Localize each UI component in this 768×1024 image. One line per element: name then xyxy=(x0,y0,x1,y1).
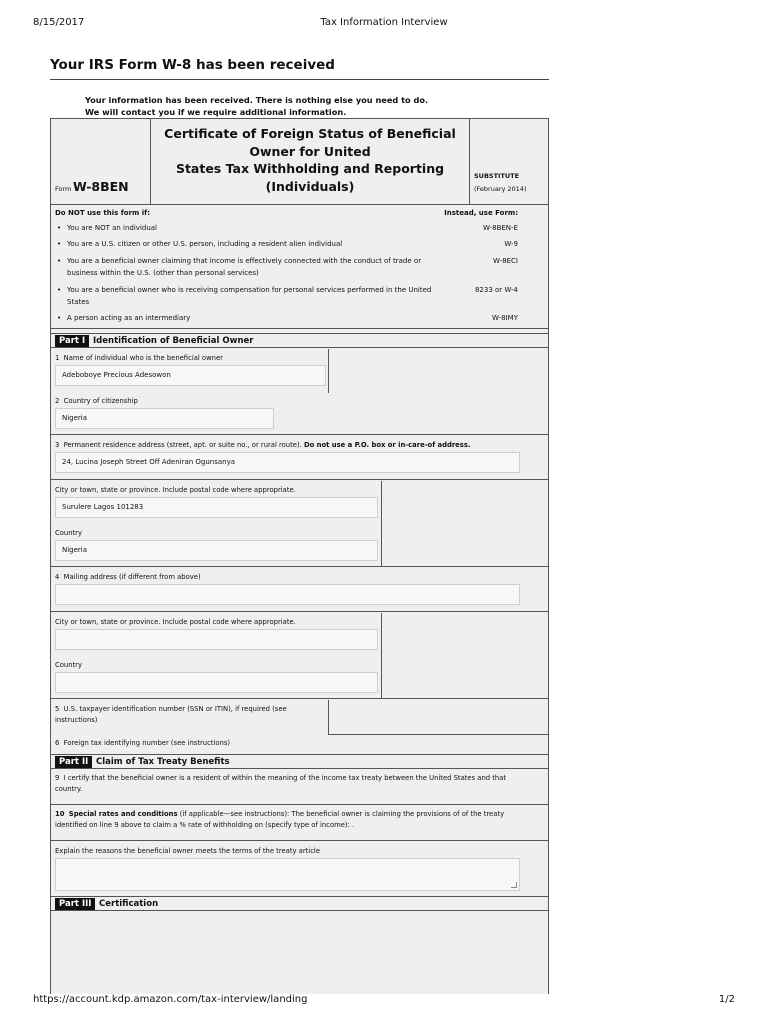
country-of-citizenship-field[interactable]: Nigeria xyxy=(55,408,274,429)
print-url: https://account.kdp.amazon.com/tax-interview/landing xyxy=(33,994,308,1005)
line1-label: 1 Name of individual who is the beneficial owner xyxy=(55,354,223,362)
do-not-use-item: • You are a beneficial owner claiming that income is effectively connected with the conduct of trade or business within the U.S. (other than personal services) xyxy=(67,256,437,279)
line3-label: 3 Permanent residence address (street, apt. or suite no., or rural route). Do not use a P.O. box or in-care-of address. xyxy=(55,441,471,449)
mailing-address-field[interactable] xyxy=(55,584,520,605)
form-title xyxy=(151,125,469,195)
received-message-line2: We will contact you if we require additional information. xyxy=(85,107,347,117)
form-title-line2: Owner for United xyxy=(249,143,371,159)
form-title-line1: Certificate of Foreign Status of Beneficial xyxy=(164,126,456,141)
do-not-use-alt-form: W-9 xyxy=(504,240,518,248)
received-message xyxy=(85,94,428,118)
part1-title: Identification of Beneficial Owner xyxy=(93,336,254,346)
line6-label: 6 Foreign tax identifying number (see instructions) xyxy=(55,739,231,747)
print-page-number: 1/2 xyxy=(718,994,735,1005)
received-message-line1: Your information has been received. There is nothing else you need to do. xyxy=(85,95,429,105)
form-title-line4: (Individuals) xyxy=(265,178,355,194)
page-title: Your IRS Form W-8 has been received xyxy=(50,57,549,80)
explain-textarea[interactable] xyxy=(55,858,520,891)
form-number: W-8BEN xyxy=(73,179,129,194)
substitute-label: SUBSTITUTE xyxy=(474,172,520,180)
do-not-use-alt-form: W-8BEN-E xyxy=(482,224,518,232)
section-explain xyxy=(51,842,548,898)
line9-label: 9 I certify that the beneficial owner is a resident of within the meaning of the income tax treaty between the United States and that country. xyxy=(55,774,507,793)
part3-label: Part III xyxy=(55,898,95,910)
part2-label: Part II xyxy=(55,756,92,768)
divider xyxy=(328,349,329,393)
section-certification-body xyxy=(51,912,548,994)
resize-grip-icon[interactable] xyxy=(511,882,517,888)
explain-label: Explain the reasons the beneficial owner meets the terms of the treaty article xyxy=(55,847,321,855)
residence-city-label: City or town, state or province. Include postal code where appropriate. xyxy=(55,486,296,494)
line10-label: 10 Special rates and conditions (if applicable—see instructions): The beneficial owner is claiming the provisions of of the treaty identified on line 9 above to claim a % rate of withholding on (specify type of income): . xyxy=(55,810,505,829)
section-line10 xyxy=(51,806,548,841)
part3-header xyxy=(51,896,548,911)
mailing-city-field[interactable] xyxy=(55,629,378,650)
do-not-use-item: • You are a beneficial owner who is receiving compensation for personal services performed in the United States xyxy=(67,285,437,308)
line4-label: 4 Mailing address (if different from above) xyxy=(55,573,201,581)
do-not-use-item: • You are a U.S. citizen or other U.S. person, including a resident alien individual xyxy=(67,239,437,251)
line5-label: 5 U.S. taxpayer identification number (SSN or ITIN), if required (see instructions) xyxy=(55,705,287,724)
divider xyxy=(328,700,329,734)
do-not-use-alt-form: W-8IMY xyxy=(492,314,518,322)
form-title-line3: States Tax Withholding and Reporting xyxy=(175,161,445,176)
part2-title: Claim of Tax Treaty Benefits xyxy=(96,757,230,767)
mailing-country-label: Country xyxy=(55,661,83,669)
divider xyxy=(381,613,382,699)
residence-country-field[interactable]: Nigeria xyxy=(55,540,378,561)
residence-address-field[interactable]: 24, Lucina Joseph Street Off Adeniran Ogunsanya xyxy=(55,452,520,473)
do-not-use-alt-form: 8233 or W-4 xyxy=(474,286,518,294)
w8ben-form xyxy=(50,118,549,994)
section-residence-address xyxy=(51,436,548,480)
form-id-cell xyxy=(51,119,151,204)
do-not-use-alt-form: W-8ECI xyxy=(493,257,518,265)
print-date: 8/15/2017 xyxy=(33,17,85,28)
section-tin xyxy=(51,700,548,754)
section-line9 xyxy=(51,770,548,805)
do-not-use-item: • A person acting as an intermediary xyxy=(67,313,437,325)
instead-use-heading: Instead, use Form: xyxy=(444,209,518,217)
do-not-use-heading: Do NOT use this form if: xyxy=(55,209,151,217)
form-word: Form xyxy=(55,185,72,193)
part1-header xyxy=(51,333,548,348)
form-version-cell xyxy=(469,119,548,204)
section-mailing-address xyxy=(51,568,548,612)
line2-label: 2 Country of citizenship xyxy=(55,397,138,405)
section-name-citizenship xyxy=(51,349,548,435)
section-mailing-city-country xyxy=(51,613,548,699)
beneficial-owner-name-field[interactable]: Adeboboye Precious Adesowon xyxy=(55,365,326,386)
divider xyxy=(381,481,382,567)
residence-country-label: Country xyxy=(55,529,83,537)
residence-city-field[interactable]: Surulere Lagos 101283 xyxy=(55,497,378,518)
do-not-use-section xyxy=(51,205,548,329)
mailing-city-label: City or town, state or province. Include postal code where appropriate. xyxy=(55,618,296,626)
print-title: Tax Information Interview xyxy=(320,17,448,28)
revision-date: (February 2014) xyxy=(474,185,527,193)
divider xyxy=(328,734,548,735)
mailing-country-field[interactable] xyxy=(55,672,378,693)
part2-header xyxy=(51,754,548,769)
part3-title: Certification xyxy=(99,899,159,909)
section-residence-city-country xyxy=(51,481,548,567)
do-not-use-item: • You are NOT an individual xyxy=(67,223,437,235)
part1-label: Part I xyxy=(55,335,89,347)
form-header xyxy=(51,119,548,205)
